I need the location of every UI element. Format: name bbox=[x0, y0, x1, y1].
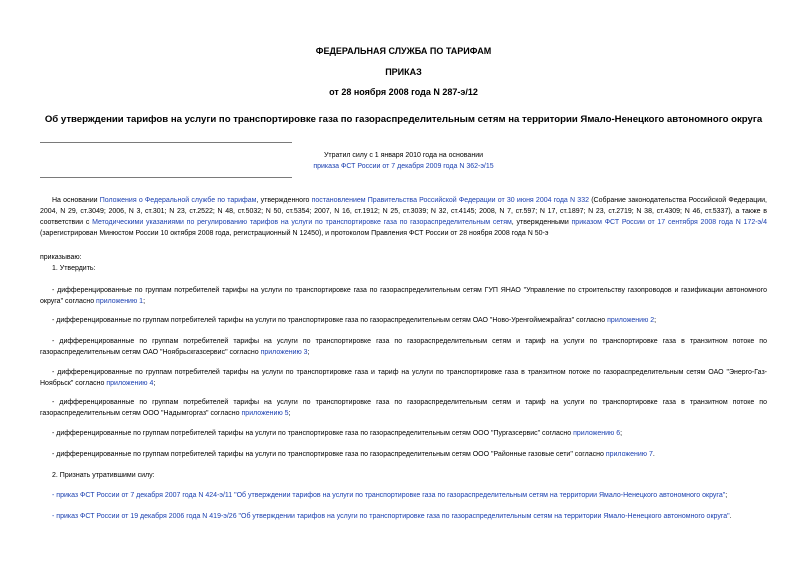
appendix-link[interactable]: приложению 7 bbox=[605, 451, 653, 458]
methodology-link[interactable]: Методическими указаниями по регулированию тарифов на услуги по транспортировке газа по газораспределительным сетям bbox=[92, 219, 512, 226]
repeal-note-link-line bbox=[0, 162, 807, 172]
approval-text: - дифференцированные по группам потребителей тарифы на услуги по транспортировке газа по газораспределительным сетям ГУП ЯНАО "Управление по строительству газопроводов и газификации автономного округа" согласно bbox=[40, 287, 767, 305]
approval-text: - дифференцированные по группам потребителей тарифы на услуги по транспортировке газа по газораспределительным сетям ООО "Пургазсервис" согласно bbox=[52, 430, 574, 437]
item-2-heading: 2. Признать утратившими силу: bbox=[52, 472, 155, 479]
repealed-order-link[interactable]: - приказ ФСТ России от 19 декабря 2006 года N 419-э/26 "Об утверждении тарифов на услуги по транспортировке газа по газораспределительным сетям на территории Ямало-Ненецкого автономного округа" bbox=[52, 513, 730, 520]
approval-end: ; bbox=[654, 317, 657, 324]
regulation-link[interactable]: Положения о Федеральной службе по тарифам bbox=[99, 197, 257, 204]
approval-item bbox=[40, 315, 767, 326]
divider-bottom bbox=[40, 177, 292, 178]
approval-end: . bbox=[652, 451, 655, 458]
fst-order-link[interactable]: приказом ФСТ России от 17 сентября 2008 года N 172-э/4 bbox=[571, 219, 767, 226]
approval-item bbox=[40, 367, 767, 389]
approval-text: - дифференцированные по группам потребителей тарифы на услуги по транспортировке газа по газораспределительным сетям и тариф на услуги по транспортировке газа в транзитном потоке по газораспределительным сетям ОАО "Ноябрьскгазсервис" согласно bbox=[40, 338, 767, 356]
preamble-text: , утвержденными bbox=[511, 219, 572, 226]
appendix-link[interactable]: приложению 2 bbox=[607, 317, 655, 324]
repeal-order-link[interactable]: приказа ФСТ России от 7 декабря 2009 года N 362-э/15 bbox=[313, 163, 494, 170]
approval-text: - дифференцированные по группам потребителей тарифы на услуги по транспортировке газа по газораспределительным сетям ОАО "Ново-Уренгоймежрайгаз" согласно bbox=[52, 317, 608, 324]
approval-text: - дифференцированные по группам потребителей тарифы на услуги по транспортировке газа по газораспределительным сетям ООО "Районные газовые сети" согласно bbox=[52, 451, 606, 458]
document-type: ПРИКАЗ bbox=[385, 67, 422, 77]
repealed-end: . bbox=[729, 513, 732, 520]
repealed-item bbox=[40, 511, 767, 522]
preamble-text: (Собрание законодательства Российской Федерации, 2004, N 29, ст.3049; 2006, N 3, ст.301; N 23, ст.2522; N 48, ст.5032; N 50, ст.5354; 2007, N 16, ст.1912; N 25, ст.3039; N 32, ст.4145; 2008, N 7, ст.597; N 17, ст.1897; N 23, ст.2719; N 38, ст.4309; N 46, ст.5337), а также в соответствии с bbox=[40, 197, 767, 226]
repealed-order-link[interactable]: - приказ ФСТ России от 7 декабря 2007 года N 424-э/11 "Об утверждении тарифов на услуги по транспортировке газа по газораспределительным сетям на территории Ямало-Ненецкого автономного округа" bbox=[52, 492, 726, 499]
approval-item bbox=[40, 285, 767, 307]
approval-item bbox=[40, 449, 767, 460]
approval-end: ; bbox=[620, 430, 623, 437]
document-date-number: от 28 ноября 2008 года N 287-э/12 bbox=[329, 87, 478, 97]
approval-item bbox=[40, 428, 767, 439]
approval-end: ; bbox=[153, 380, 156, 387]
appendix-link[interactable]: приложению 4 bbox=[106, 380, 154, 387]
approval-end: ; bbox=[288, 410, 291, 417]
preamble-text: На основании bbox=[52, 197, 100, 204]
government-decree-link[interactable]: постановлением Правительства Российской Федерации от 30 июня 2004 года N 332 bbox=[311, 197, 589, 204]
preamble-text: , утвержденного bbox=[256, 197, 312, 204]
repeal-note-text: Утратил силу с 1 января 2010 года на основании bbox=[323, 152, 484, 159]
order-word: приказываю: bbox=[40, 254, 82, 261]
repealed-end: ; bbox=[725, 492, 728, 499]
approval-item bbox=[40, 397, 767, 419]
appendix-link[interactable]: приложению 6 bbox=[573, 430, 621, 437]
appendix-link[interactable]: приложению 1 bbox=[96, 298, 144, 305]
approval-item bbox=[40, 336, 767, 358]
appendix-link[interactable]: приложению 3 bbox=[260, 349, 308, 356]
divider-top bbox=[40, 142, 292, 143]
document-title: Об утверждении тарифов на услуги по транспортировке газа по газораспределительным сетям на территории Ямало-Ненецкого автономного округа bbox=[44, 114, 763, 125]
preamble-text: (зарегистрирован Минюстом России 10 октября 2008 года, регистрационный N 12450), и протоколом Правления ФСТ России от 28 ноября 2008 года N 50-э bbox=[40, 230, 549, 237]
approval-text: - дифференцированные по группам потребителей тарифы на услуги по транспортировке газа и тариф на услуги по транспортировке газа в транзитном потоке по газораспределительным сетям ОАО "Энерго-Газ-Ноябрьск" согласно bbox=[40, 369, 767, 387]
agency-name: ФЕДЕРАЛЬНАЯ СЛУЖБА ПО ТАРИФАМ bbox=[315, 46, 492, 56]
approval-end: ; bbox=[143, 298, 146, 305]
approval-text: - дифференцированные по группам потребителей тарифы на услуги по транспортировке газа по газораспределительным сетям и тариф на услуги по транспортировке газа в транзитном потоке по газораспределительным сетям ООО "Надымгоргаз" согласно bbox=[40, 399, 767, 417]
approval-end: ; bbox=[307, 349, 310, 356]
item-1-heading: 1. Утвердить: bbox=[52, 265, 96, 272]
repealed-item bbox=[40, 490, 767, 501]
appendix-link[interactable]: приложению 5 bbox=[241, 410, 289, 417]
preamble-paragraph bbox=[40, 195, 767, 239]
